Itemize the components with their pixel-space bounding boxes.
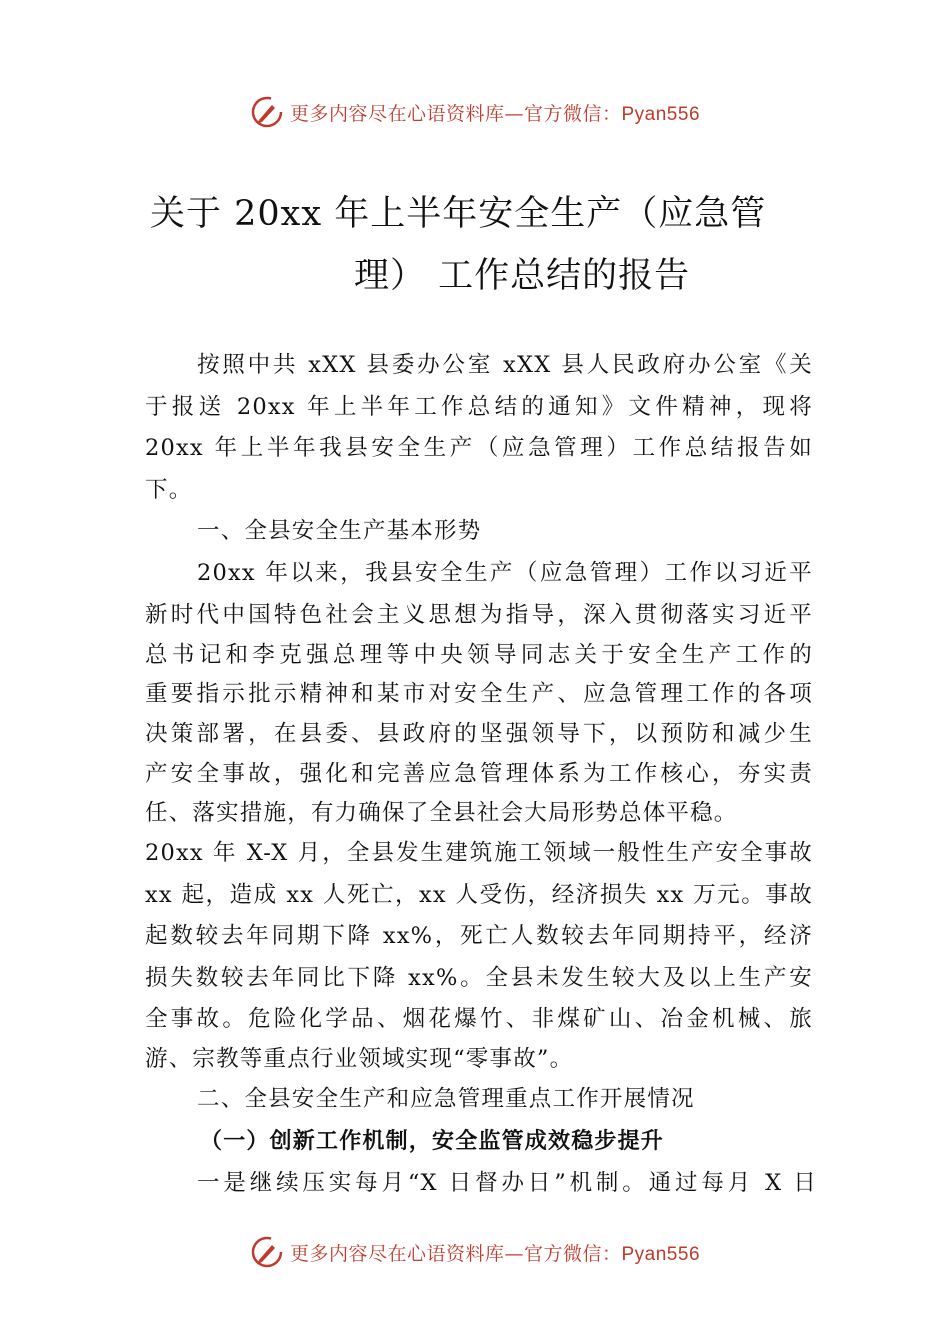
paragraph-2-line: 决策部署，在县委、县政府的坚强领导下，以预防和减少生 [145, 721, 813, 747]
paragraph-2-line: 20xx 年以来，我县安全生产（应急管理）工作以习近平 [197, 560, 813, 586]
pen-swirl-logo-icon [250, 1235, 284, 1269]
paragraph-2-line: 20xx 年 X-X 月，全县发生建筑施工领域一般性生产安全事故 [145, 840, 813, 866]
paragraph-1-line: 下。 [145, 477, 193, 503]
paragraph-2-line: 起数较去年同期下降 xx%，死亡人数较去年同期持平，经济 [145, 923, 813, 949]
header-watermark-banner [0, 92, 950, 132]
paragraph-1-line: 按照中共 xXX 县委办公室 xXX 县人民政府办公室《关 [197, 352, 813, 378]
paragraph-2-line: 游、宗教等重点行业领域实现“零事故”。 [145, 1046, 574, 1072]
subsection-heading-1: （一）创新工作机制，安全监管成效稳步提升 [200, 1129, 665, 1154]
paragraph-3-line: 一是继续压实每月“X 日督办日”机制。通过每月 X 日 [197, 1170, 817, 1196]
paragraph-2-line: 全事故。危险化学品、烟花爆竹、非煤矿山、冶金机械、旅 [145, 1006, 813, 1032]
paragraph-2-line: 产安全事故，强化和完善应急管理体系为工作核心，夯实责 [145, 761, 813, 787]
paragraph-2-line: 任、落实措施，有力确保了全县社会大局形势总体平稳。 [145, 800, 738, 826]
header-wechat-id: Pyan556 [621, 103, 701, 125]
paragraph-2-line: 损失数较去年同比下降 xx%。全县未发生较大及以上生产安 [145, 965, 813, 991]
paragraph-2-line: 总书记和李克强总理等中央领导同志关于安全生产工作的 [145, 642, 813, 668]
paragraph-2-line: 新时代中国特色社会主义思想为指导，深入贯彻落实习近平 [145, 602, 813, 628]
paragraph-2-line: 重要指示批示精神和某市对安全生产、应急管理工作的各项 [145, 681, 813, 707]
document-title-line-1: 关于 20xx 年上半年安全生产（应急管 [150, 194, 767, 234]
paragraph-1-line: 20xx 年上半年我县安全生产（应急管理）工作总结报告如 [145, 435, 813, 461]
pen-swirl-logo-icon [250, 95, 284, 129]
footer-watermark-banner [0, 1232, 950, 1272]
section-heading-1: 一、全县安全生产基本形势 [197, 518, 482, 544]
paragraph-2-line: xx 起，造成 xx 人死亡，xx 人受伤，经济损失 xx 万元。事故 [145, 882, 813, 908]
paragraph-1-line: 于报送 20xx 年上半年工作总结的通知》文件精神，现将 [145, 394, 813, 420]
footer-wechat-id: Pyan556 [621, 1243, 701, 1265]
section-heading-2: 二、全县安全生产和应急管理重点工作开展情况 [197, 1086, 695, 1112]
footer-watermark-text: 更多内容尽在心语资料库—官方微信：Pyan556 [289, 1242, 701, 1265]
document-title-line-2: 理） 工作总结的报告 [354, 256, 691, 296]
header-watermark-text: 更多内容尽在心语资料库—官方微信：Pyan556 [289, 102, 701, 125]
